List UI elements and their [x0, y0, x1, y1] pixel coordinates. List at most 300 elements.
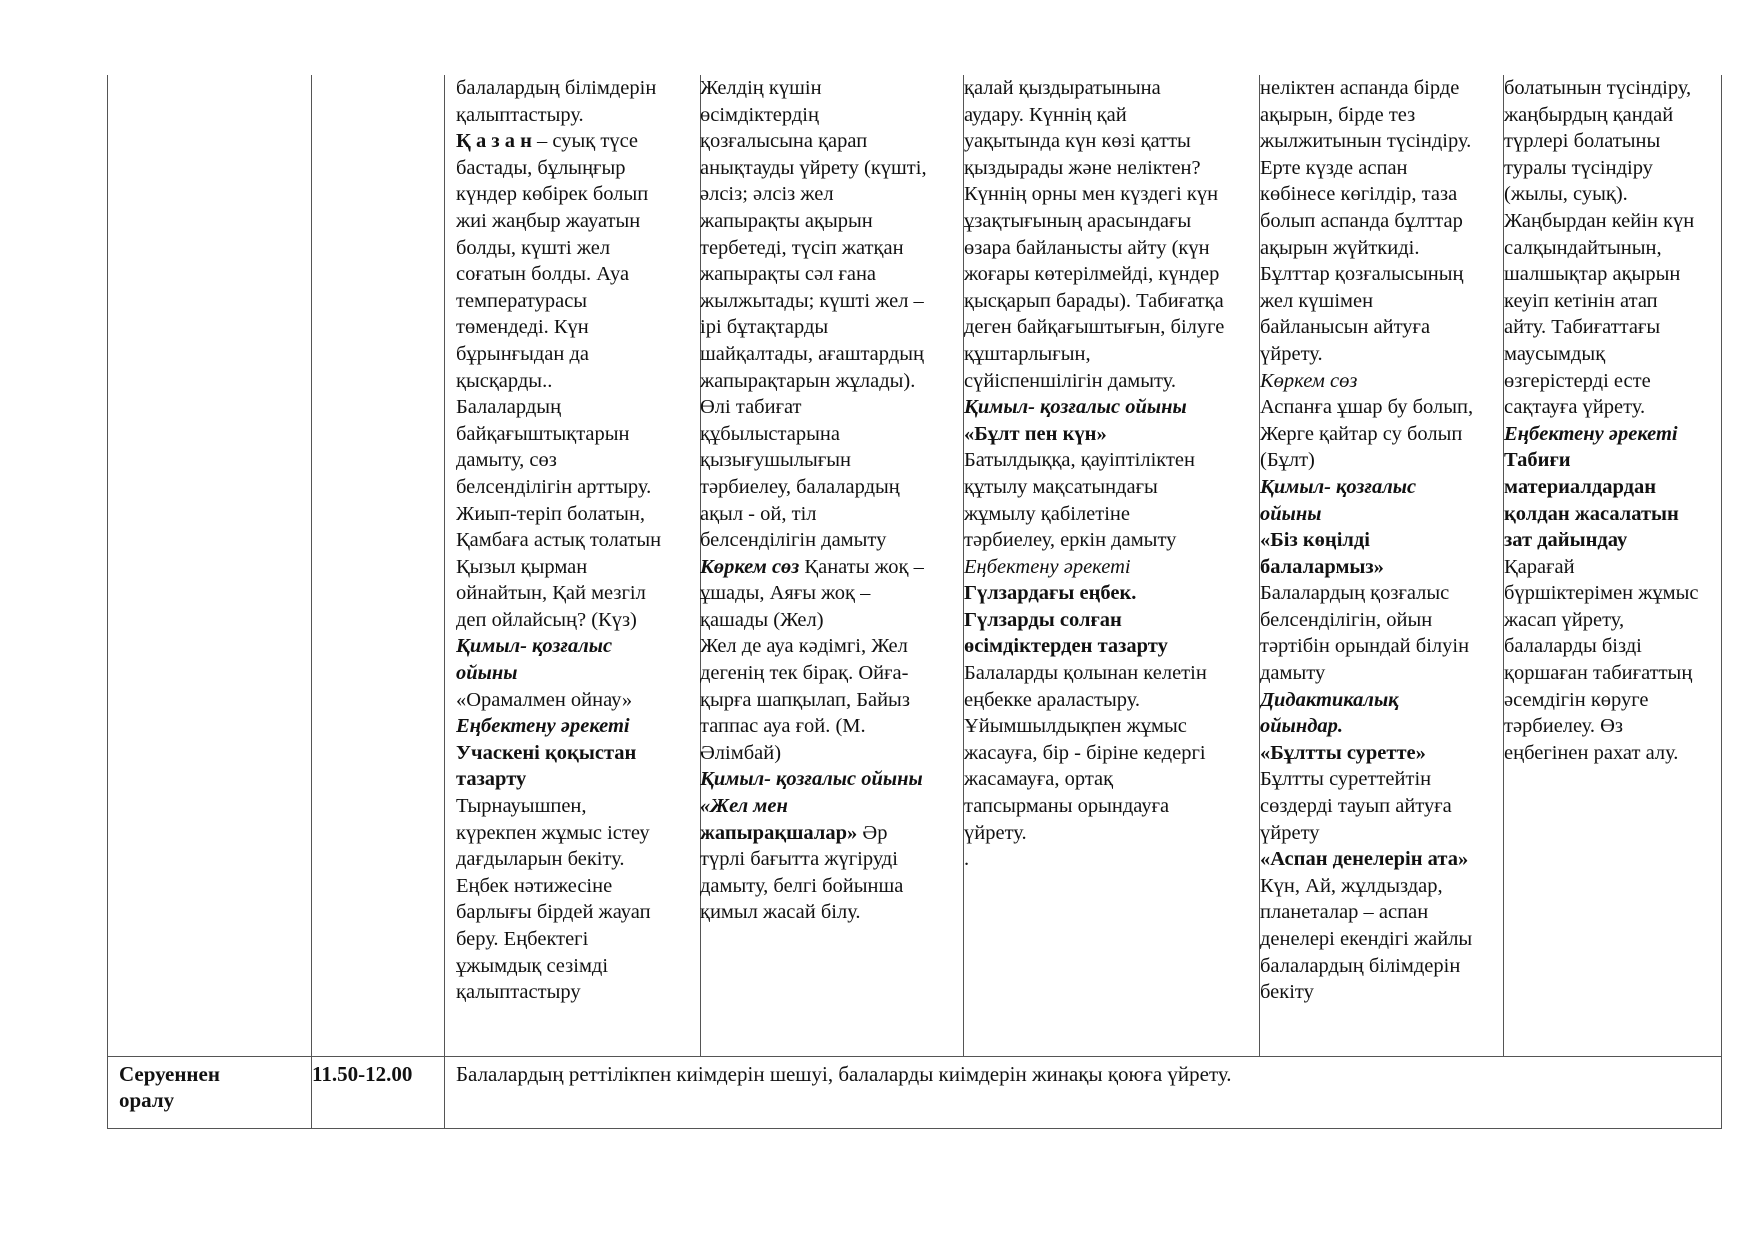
text-run: жасауға, бір - біріне кедергі: [964, 741, 1206, 764]
text-run: ақыл - ой, тіл: [700, 502, 817, 525]
text-line: [456, 208, 698, 235]
text-run: Дидактикалық: [1260, 688, 1399, 711]
text-run: айту. Табиғаттағы: [1504, 316, 1661, 339]
text-run: аудару. Күннің қай: [964, 103, 1127, 126]
text-line: [700, 527, 962, 554]
text-line: [964, 580, 1258, 607]
text-run: зат дайындау: [1504, 529, 1628, 552]
text-line: [964, 421, 1258, 448]
text-line: [1260, 208, 1502, 235]
text-run: ойыны: [456, 662, 518, 685]
text-run: дамыту, сөз: [456, 449, 557, 472]
text-line: [456, 421, 698, 448]
text-line: [1260, 953, 1502, 980]
text-line: [456, 793, 698, 820]
text-line: [1260, 235, 1502, 262]
text-run: Әр: [857, 821, 888, 844]
text-run: «Біз көңілді: [1260, 529, 1370, 552]
text-run: салқындайтынын,: [1504, 236, 1662, 259]
text-run: қоршаған табиғаттың: [1504, 662, 1693, 685]
text-line: [1504, 208, 1720, 235]
text-line: [964, 633, 1258, 660]
text-run: қалыптастыру: [456, 981, 581, 1004]
text-line: [700, 554, 962, 581]
grid-line: [444, 75, 445, 1129]
text-line: [456, 314, 698, 341]
text-line: [700, 314, 962, 341]
text-line: [700, 766, 962, 793]
text-run: (Бұлт): [1260, 449, 1315, 472]
text-line: [1260, 288, 1502, 315]
text-run: «Жел мен: [700, 795, 788, 818]
text-run: Қимыл- қозғалыс ойыны: [964, 396, 1187, 419]
text-run: ойындар.: [1260, 715, 1344, 738]
schedule-table: [107, 75, 1722, 1129]
text-line: [1260, 926, 1502, 953]
text-run: Еңбектену әрекеті: [456, 715, 630, 738]
text-line: [456, 368, 698, 395]
text-line: [1260, 554, 1502, 581]
text-line: [1504, 447, 1720, 474]
row-label: [119, 1061, 307, 1113]
text-run: қалай қыздыратынына: [964, 77, 1161, 99]
text-line: [1260, 899, 1502, 926]
text-line: [456, 181, 698, 208]
text-line: [1504, 687, 1720, 714]
text-run: еңбекке араластыру.: [964, 688, 1141, 711]
text-line: [1504, 288, 1720, 315]
text-line: [964, 341, 1258, 368]
text-run: Қызыл қырман: [456, 555, 588, 578]
text-run: жылжитынын түсіндіру.: [1260, 130, 1472, 153]
text-line: [1504, 740, 1720, 767]
text-run: қызығушылығын: [700, 449, 851, 472]
text-run: жасап үйрету,: [1504, 608, 1625, 631]
text-line: [1260, 501, 1502, 528]
text-line: [1504, 75, 1720, 102]
text-line: [1504, 474, 1720, 501]
text-line: [1504, 314, 1720, 341]
text-line: [700, 75, 962, 102]
text-line: [1260, 740, 1502, 767]
text-line: [700, 793, 962, 820]
text-line: [964, 288, 1258, 315]
text-run: тәртібін орындай білуін: [1260, 635, 1470, 658]
text-run: анықтауды үйрету (күшті,: [700, 156, 927, 179]
text-run: құштарлығын,: [964, 342, 1091, 365]
text-line: [964, 766, 1258, 793]
text-line: [700, 341, 962, 368]
text-run: планеталар – аспан: [1260, 901, 1429, 924]
text-run: Табиғи: [1504, 449, 1571, 472]
activity-column-5: [1504, 75, 1720, 766]
text-line: [1260, 633, 1502, 660]
text-line: [1504, 713, 1720, 740]
text-run: қимыл жасай білу.: [700, 901, 861, 924]
text-line: [1504, 181, 1720, 208]
text-run: әлсіз; әлсіз жел: [700, 183, 834, 206]
text-run: қашады (Жел): [700, 608, 824, 631]
text-run: жапырақшалар»: [700, 821, 858, 844]
text-line: [456, 341, 698, 368]
text-run: жапырақты ақырын: [700, 209, 873, 232]
text-line: [456, 447, 698, 474]
text-line: [964, 314, 1258, 341]
activity-column-4: [1260, 75, 1502, 1006]
text-run: болды, күшті жел: [456, 236, 611, 259]
text-run: қолдан жасалатын: [1504, 502, 1679, 525]
text-line: [964, 208, 1258, 235]
text-run: тазарту: [456, 768, 527, 791]
text-line: [964, 75, 1258, 102]
text-run: бүршіктерімен жұмыс: [1504, 582, 1699, 605]
text-run: жел күшімен: [1260, 289, 1374, 312]
text-line: [1504, 368, 1720, 395]
text-run: Тырнауышпен,: [456, 795, 587, 818]
text-run: тапсырманы орындауға: [964, 795, 1170, 818]
text-run: белсенділігін, ойын: [1260, 608, 1433, 631]
text-line: [1260, 474, 1502, 501]
text-line: [964, 607, 1258, 634]
text-run: деп ойлайсың? (Күз): [456, 608, 637, 631]
text-line: [700, 713, 962, 740]
text-line: [456, 766, 698, 793]
text-run: белсенділігін арттыру.: [456, 475, 652, 498]
text-run: Көркем сөз: [700, 555, 800, 578]
text-line: [964, 793, 1258, 820]
text-run: болып аспанда бұлттар: [1260, 209, 1463, 232]
text-run: Балалардың қозғалыс: [1260, 582, 1450, 605]
text-run: сақтауға үйрету.: [1504, 396, 1646, 419]
text-run: сөздерді тауып айтуға: [1260, 795, 1452, 818]
text-line: [1260, 261, 1502, 288]
text-line: [700, 474, 962, 501]
text-line: [1260, 793, 1502, 820]
text-run: материалдардан: [1504, 475, 1657, 498]
text-run: бекіту: [1260, 981, 1314, 1004]
grid-line: [311, 75, 312, 1129]
text-run: ұзақтығының арасындағы: [964, 209, 1192, 232]
text-line: [964, 102, 1258, 129]
text-line: [1260, 846, 1502, 873]
text-run: Бұлтты суреттейтін: [1260, 768, 1432, 791]
text-line: [700, 261, 962, 288]
text-run: балалармыз»: [1260, 555, 1384, 578]
text-line: [1260, 713, 1502, 740]
row-label-line: Серуеннен: [119, 1062, 220, 1086]
text-run: ойнайтын, Қай мезгіл: [456, 582, 646, 605]
text-run: балалардың білімдерін: [1260, 954, 1461, 977]
grid-line: [107, 1056, 1722, 1057]
text-line: [1260, 368, 1502, 395]
activity-column-1: [456, 75, 698, 1006]
text-run: неліктен аспанда бірде: [1260, 77, 1460, 99]
text-run: дағдыларын бекіту.: [456, 848, 625, 871]
text-run: жоғары көтерілмейді, күндер: [964, 263, 1220, 286]
text-line: [700, 899, 962, 926]
text-run: денелері екендігі жайлы: [1260, 928, 1473, 950]
text-run: күндер көбірек болып: [456, 183, 649, 206]
text-run: түрлі бағытта жүгіруді: [700, 848, 898, 871]
text-run: тербетеді, түсіп жатқан: [700, 236, 904, 259]
text-run: балаларды бізді: [1504, 635, 1642, 658]
text-line: [456, 580, 698, 607]
text-run: барлығы бірдей жауап: [456, 901, 651, 924]
text-run: Жерге қайтар су болып: [1260, 422, 1463, 445]
text-run: Күн, Ай, жұлдыздар,: [1260, 874, 1443, 897]
text-line: [456, 899, 698, 926]
text-line: [964, 128, 1258, 155]
text-line: [456, 740, 698, 767]
text-run: беру. Еңбектегі: [456, 928, 589, 950]
text-run: дамыту, белгі бойынша: [700, 874, 904, 897]
text-run: қалыптастыру.: [456, 103, 584, 126]
text-run: (жылы, суық).: [1504, 183, 1628, 206]
text-run: кеуіп кетінін атап: [1504, 289, 1658, 312]
text-run: «Бұлт пен күн»: [964, 422, 1107, 445]
text-run: деген байқағыштығын, білуге: [964, 316, 1225, 339]
text-line: [964, 447, 1258, 474]
text-run: құбылыстарына: [700, 422, 840, 445]
grid-line: [107, 75, 108, 1129]
text-run: түрлері болатыны: [1504, 130, 1661, 153]
text-run: температурасы: [456, 289, 588, 312]
text-run: Жел де ауа кәдімгі, Жел: [700, 635, 908, 658]
text-line: [964, 687, 1258, 714]
text-line: [1260, 447, 1502, 474]
text-run: Өлі табиғат: [700, 396, 802, 419]
text-line: [1260, 820, 1502, 847]
text-line: [456, 128, 698, 155]
text-line: [700, 820, 962, 847]
text-line: [456, 261, 698, 288]
text-line: [964, 846, 1258, 873]
text-run: жасамауға, ортақ: [964, 768, 1114, 791]
text-line: [1504, 633, 1720, 660]
text-line: [456, 633, 698, 660]
text-run: Әлімбай): [700, 741, 782, 764]
row-time: 11.50-12.00: [312, 1062, 413, 1086]
text-line: [700, 155, 962, 182]
text-run: таппас ауа ғой. (М.: [700, 715, 866, 738]
text-line: [1504, 660, 1720, 687]
text-run: төмендеді. Күн: [456, 316, 589, 339]
text-run: қозғалысына қарап: [700, 130, 868, 153]
text-line: [964, 713, 1258, 740]
text-line: [456, 660, 698, 687]
text-line: [700, 181, 962, 208]
text-line: [1504, 128, 1720, 155]
text-run: Қимыл- қозғалыс: [456, 635, 613, 658]
text-run: .: [964, 848, 970, 871]
text-run: құтылу мақсатындағы: [964, 475, 1158, 498]
text-run: Қимыл- қозғалыс: [1260, 475, 1417, 498]
text-run: өзгерістерді есте: [1504, 369, 1651, 392]
text-line: [700, 740, 962, 767]
text-line: [456, 527, 698, 554]
text-line: [1504, 261, 1720, 288]
text-run: Гүлзарды солған: [964, 608, 1122, 631]
activity-column-3: [964, 75, 1258, 873]
text-run: ұжымдық сезімді: [456, 954, 609, 977]
text-run: болатынын түсіндіру,: [1504, 77, 1692, 99]
text-line: [456, 102, 698, 129]
text-line: [964, 261, 1258, 288]
text-run: өсімдіктердің: [700, 103, 819, 126]
row-description: Балалардың реттілікпен киімдерін шешуі, балаларды киімдерін жинақы қоюға үйрету.: [456, 1062, 1232, 1086]
text-line: [1260, 75, 1502, 102]
text-run: Балаларды қолынан келетін: [964, 662, 1207, 685]
text-run: жаңбырдың қандай: [1504, 103, 1674, 126]
text-line: [964, 235, 1258, 262]
text-run: көбінесе көгілдір, таза: [1260, 183, 1458, 206]
text-line: [964, 181, 1258, 208]
text-run: «Аспан денелерін ата»: [1260, 848, 1469, 871]
text-run: күрекпен жұмыс істеу: [456, 821, 650, 844]
text-line: [456, 155, 698, 182]
text-line: [1504, 421, 1720, 448]
text-run: Еңбек нәтижесіне: [456, 874, 613, 897]
text-line: [456, 554, 698, 581]
text-run: үйрету.: [964, 821, 1027, 844]
text-run: Қанаты жоқ –: [799, 555, 924, 578]
text-run: дамыту: [1260, 662, 1326, 685]
text-run: Көркем сөз: [1260, 369, 1358, 392]
text-run: жұмылу қабілетіне: [964, 502, 1131, 525]
text-run: Бұлттар қозғалысының: [1260, 263, 1464, 286]
text-line: [700, 288, 962, 315]
text-line: [1260, 314, 1502, 341]
text-run: Қимыл- қозғалыс ойыны: [700, 768, 923, 791]
text-line: [1260, 341, 1502, 368]
text-line: [964, 527, 1258, 554]
text-run: соғатын болды. Ауа: [456, 263, 630, 286]
text-line: [456, 235, 698, 262]
text-line: [1504, 501, 1720, 528]
text-line: [1260, 394, 1502, 421]
text-run: Желдің күшін: [700, 77, 822, 99]
text-line: [456, 474, 698, 501]
text-run: Жаңбырдан кейін күн: [1504, 209, 1695, 232]
text-run: Жиып-теріп болатын,: [456, 502, 646, 525]
text-run: Еңбектену әрекеті: [964, 555, 1131, 578]
text-run: ойыны: [1260, 502, 1322, 525]
text-line: [1504, 341, 1720, 368]
text-line: [1504, 554, 1720, 581]
text-line: [456, 873, 698, 900]
text-line: [964, 474, 1258, 501]
text-run: өзара байланысты айту (күн: [964, 236, 1210, 259]
text-line: [1260, 766, 1502, 793]
text-run: Күннің орны мен күздегі күн: [964, 183, 1219, 206]
text-run: жапырақтарын жұлады).: [700, 369, 916, 392]
activity-column-2: [700, 75, 962, 926]
text-run: қысқарды..: [456, 369, 553, 392]
text-run: өсімдіктерден тазарту: [964, 635, 1168, 658]
text-line: [964, 155, 1258, 182]
text-line: [1260, 155, 1502, 182]
text-line: [456, 75, 698, 102]
grid-line: [107, 1128, 1722, 1129]
text-line: [964, 554, 1258, 581]
text-line: [1504, 102, 1720, 129]
text-run: тәрбиелеу, еркін дамыту: [964, 529, 1177, 552]
text-line: [1504, 527, 1720, 554]
text-run: жылжытады; күшті жел –: [700, 289, 924, 312]
text-line: [1260, 873, 1502, 900]
text-line: [700, 633, 962, 660]
text-line: [700, 607, 962, 634]
text-line: [1260, 687, 1502, 714]
text-run: бастады, бұлыңғыр: [456, 156, 626, 179]
text-run: уақытында күн көзі қатты: [964, 130, 1191, 153]
text-line: [1260, 979, 1502, 1006]
text-line: [964, 740, 1258, 767]
text-line: [964, 501, 1258, 528]
text-run: Учаскені қоқыстан: [456, 741, 637, 764]
text-run: тәрбиелеу, балалардың: [700, 475, 900, 498]
text-line: [1504, 155, 1720, 182]
text-run: Еңбектену әрекеті: [1504, 422, 1678, 445]
text-line: [456, 501, 698, 528]
text-line: [700, 235, 962, 262]
text-run: ақырын, бірде тез: [1260, 103, 1416, 126]
text-line: [700, 687, 962, 714]
text-line: [700, 660, 962, 687]
text-run: байқағыштықтарын: [456, 422, 630, 445]
text-line: [964, 820, 1258, 847]
text-run: ірі бұтақтарды: [700, 316, 829, 339]
text-line: [700, 846, 962, 873]
text-run: шайқалтады, ағаштардың: [700, 342, 924, 365]
text-run: дегенің тек бірақ. Ойға-: [700, 662, 909, 685]
text-line: [1260, 607, 1502, 634]
text-line: [456, 288, 698, 315]
text-line: [1260, 527, 1502, 554]
text-run: Ұйымшылдықпен жұмыс: [964, 715, 1187, 738]
text-line: [456, 394, 698, 421]
text-line: [456, 607, 698, 634]
text-run: жиі жаңбыр жауатын: [456, 209, 641, 232]
text-run: Ерте күзде аспан: [1260, 156, 1408, 179]
text-run: жапырақты сәл ғана: [700, 263, 877, 286]
text-line: [1504, 580, 1720, 607]
text-run: Балалардың: [456, 396, 562, 419]
text-run: «Орамалмен ойнау»: [456, 688, 633, 711]
text-line: [1504, 607, 1720, 634]
text-run: сүйіспеншілігін дамыту.: [964, 369, 1177, 392]
text-line: [964, 660, 1258, 687]
text-run: Қ а з а н: [456, 130, 532, 153]
text-line: [456, 687, 698, 714]
text-run: «Бұлтты суретте»: [1260, 741, 1426, 764]
text-run: туралы түсіндіру: [1504, 156, 1653, 179]
text-line: [456, 820, 698, 847]
text-line: [700, 501, 962, 528]
text-run: Қамбаға астық толатын: [456, 529, 662, 552]
text-run: Батылдыққа, қауіптіліктен: [964, 449, 1196, 472]
text-run: Қарағай: [1504, 555, 1575, 578]
text-line: [456, 926, 698, 953]
text-run: бұрынғыдан да: [456, 342, 590, 365]
text-line: [1260, 128, 1502, 155]
text-run: қысқарып барады). Табиғатқа: [964, 289, 1224, 312]
grid-line: [1721, 75, 1722, 1129]
text-line: [1260, 660, 1502, 687]
text-run: тәрбиелеу. Өз: [1504, 715, 1623, 738]
text-run: қырға шапқылап, Байыз: [700, 688, 910, 711]
text-run: Аспанға ұшар бу болып,: [1260, 396, 1474, 419]
